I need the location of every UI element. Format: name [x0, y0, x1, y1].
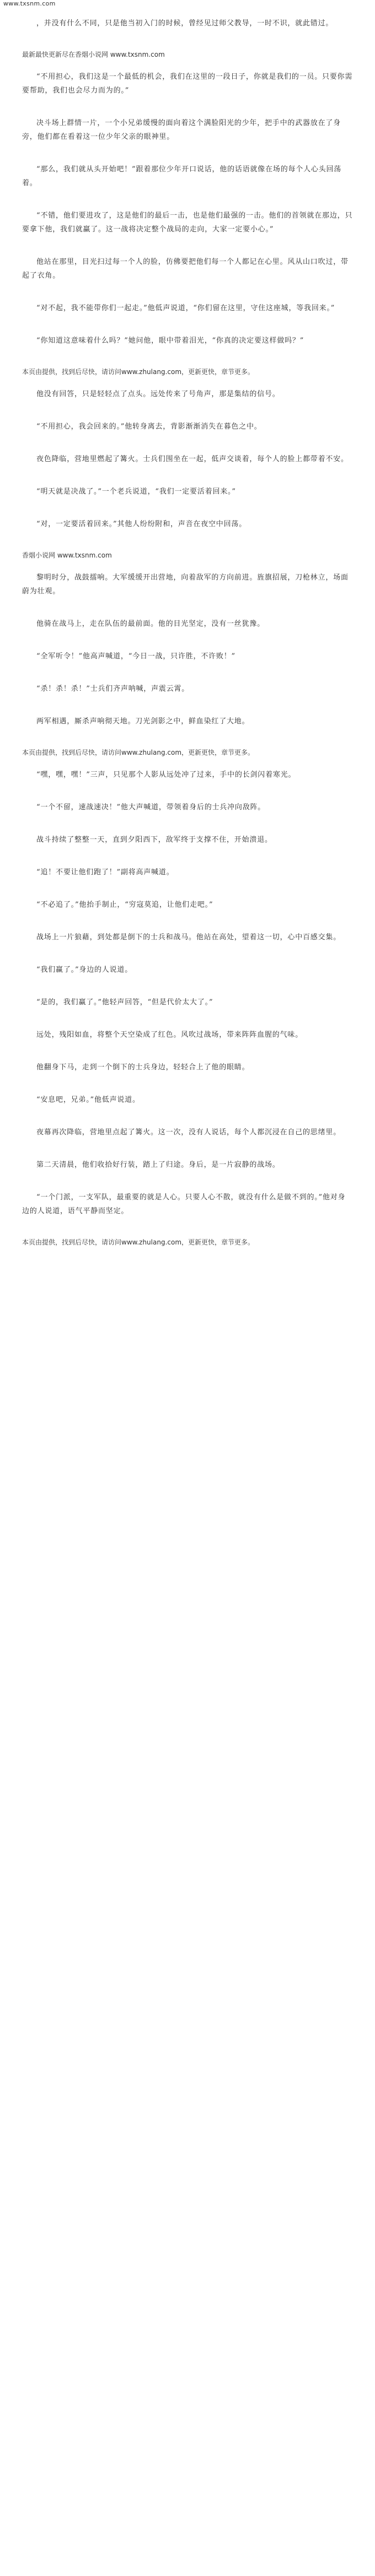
- notice-line: 香烟小说网 www.txsnm.com: [22, 551, 112, 559]
- paragraph: 他翻身下马，走到一个倒下的士兵身边，轻轻合上了他的眼睛。: [36, 1063, 250, 1071]
- paragraph: “对不起，我不能带你们一起走。”他低声说道，“你们留在这里，守住这座城，等我回来。”: [36, 304, 335, 312]
- paragraph: “对，一定要活着回来。”其他人纷纷附和，声音在夜空中回荡。: [36, 520, 247, 528]
- paragraph: ，并没有什么不同，只是他当初入门的时候，曾经见过师父教导，一时不识，就此错过。: [36, 19, 334, 28]
- paragraph: “那么，我们就从头开始吧！”跟着那位少年开口说话，他的话语就像在场的每个人心头回荡着。: [22, 165, 342, 187]
- paragraph: 夜幕再次降临，营地里点起了篝火。这一次，没有人说话，每个人都沉浸在自己的思绪里。: [36, 1128, 341, 1137]
- paragraph: “不错，他们要进攻了，这是他们的最后一击，也是他们最强的一击。他们的首领就在那边，只要拿下他，我们就赢了。这一战将决定整个战局的走向，大家一定要小心。”: [22, 212, 353, 234]
- paragraph: 他站在那里，目光扫过每一个人的脸，仿佛要把他们每一个人都记在心里。风从山口吹过，带起了衣角。: [22, 258, 349, 280]
- notice-line: 本页由提供，找到后尽快，请访问www.zhulang.com，更新更快，章节更多。: [22, 368, 255, 376]
- paragraph: 第二天清晨，他们收拾好行装，踏上了归途。身后，是一片寂静的战场。: [36, 1161, 280, 1169]
- paragraph: 战场上一片狼藉，到处都是倒下的士兵和战马。他站在高处，望着这一切，心中百感交集。: [36, 933, 341, 941]
- paragraph: “不用担心，我会回来的。”他转身离去，背影渐渐消失在暮色之中。: [36, 423, 262, 431]
- site-tag: www.txsnm.com: [3, 0, 56, 7]
- paragraph: 两军相遇，厮杀声响彻天地。刀光剑影之中，鲜血染红了大地。: [36, 717, 250, 726]
- paragraph: “不必追了。”他抬手制止，“穷寇莫追，让他们走吧。”: [36, 901, 213, 909]
- paragraph: “明天就是决战了。”一个老兵说道，“我们一定要活着回来。”: [36, 488, 236, 496]
- paragraph: “一个不留，速战速决！”他大声喊道，带领着身后的士兵冲向敌阵。: [36, 803, 266, 811]
- paragraph: 黎明时分，战鼓擂响。大军缓缓开出营地，向着敌军的方向前进。旌旗招展，刀枪林立，场面蔚为壮观。: [22, 573, 349, 596]
- notice-line: 本页由提供，找到后尽快，请访问www.zhulang.com，更新更快，章节更多。: [22, 1238, 255, 1246]
- paragraph: “安息吧，兄弟。”他低声说道。: [36, 1096, 140, 1104]
- paragraph: “全军听令！”他高声喊道，“今日一战，只许胜，不许败！”: [36, 652, 235, 661]
- paragraph: 远处，残阳如血，将整个天空染成了红色。风吹过战场，带来阵阵血腥的气味。: [36, 1031, 303, 1039]
- paragraph: 决斗场上群情一片，一个小兄弟缓慢的面向着这个满脸阳光的少年，把手中的武器放在了身旁，他们都在看着这一位少年父亲的眼神里。: [22, 119, 341, 141]
- notice-line: 本页由提供，找到后尽快，请访问www.zhulang.com，更新更快，章节更多。: [22, 749, 255, 756]
- paragraph: “杀！杀！杀！”士兵们齐声呐喊，声震云霄。: [36, 685, 190, 693]
- paragraph: “是的，我们赢了。”他轻声回答，“但是代价太大了。”: [36, 998, 213, 1006]
- paragraph: 他骑在战马上，走在队伍的最前面。他的目光坚定，没有一丝犹豫。: [36, 620, 265, 628]
- notice-line: 最新最快更新尽在香烟小说网 www.txsnm.com: [22, 51, 165, 58]
- paragraph: “追！不要让他们跑了！”副将高声喊道。: [36, 868, 174, 876]
- paragraph: 夜色降临，营地里燃起了篝火。士兵们围坐在一起，低声交谈着，每个人的脸上都带着不安。: [36, 455, 349, 463]
- paragraph: “嘿，嘿，嘿！”三声，只见那个人影从远处冲了过来，手中的长剑闪着寒光。: [36, 771, 296, 779]
- paragraph: “我们赢了。”身边的人说道。: [36, 966, 132, 974]
- paragraph: “你知道这意味着什么吗？”她问他，眼中带着泪光，“你真的决定要这样做吗？”: [36, 337, 304, 345]
- paragraph: 他没有回答，只是轻轻点了点头。远处传来了号角声，那是集结的信号。: [36, 390, 280, 398]
- paragraph: 战斗持续了整整一天，直到夕阳西下，敌军终于支撑不住，开始溃退。: [36, 836, 272, 844]
- paragraph: “不用担心，我们这是一个最低的机会，我们在这里的一段日子，你就是我们的一员。只要你需要帮助，我们也会尽力而为的。”: [22, 73, 353, 95]
- paragraph: “一个门派，一支军队，最重要的就是人心。只要人心不散，就没有什么是做不到的。”他对身边的人说道，语气平静而坚定。: [22, 1193, 346, 1215]
